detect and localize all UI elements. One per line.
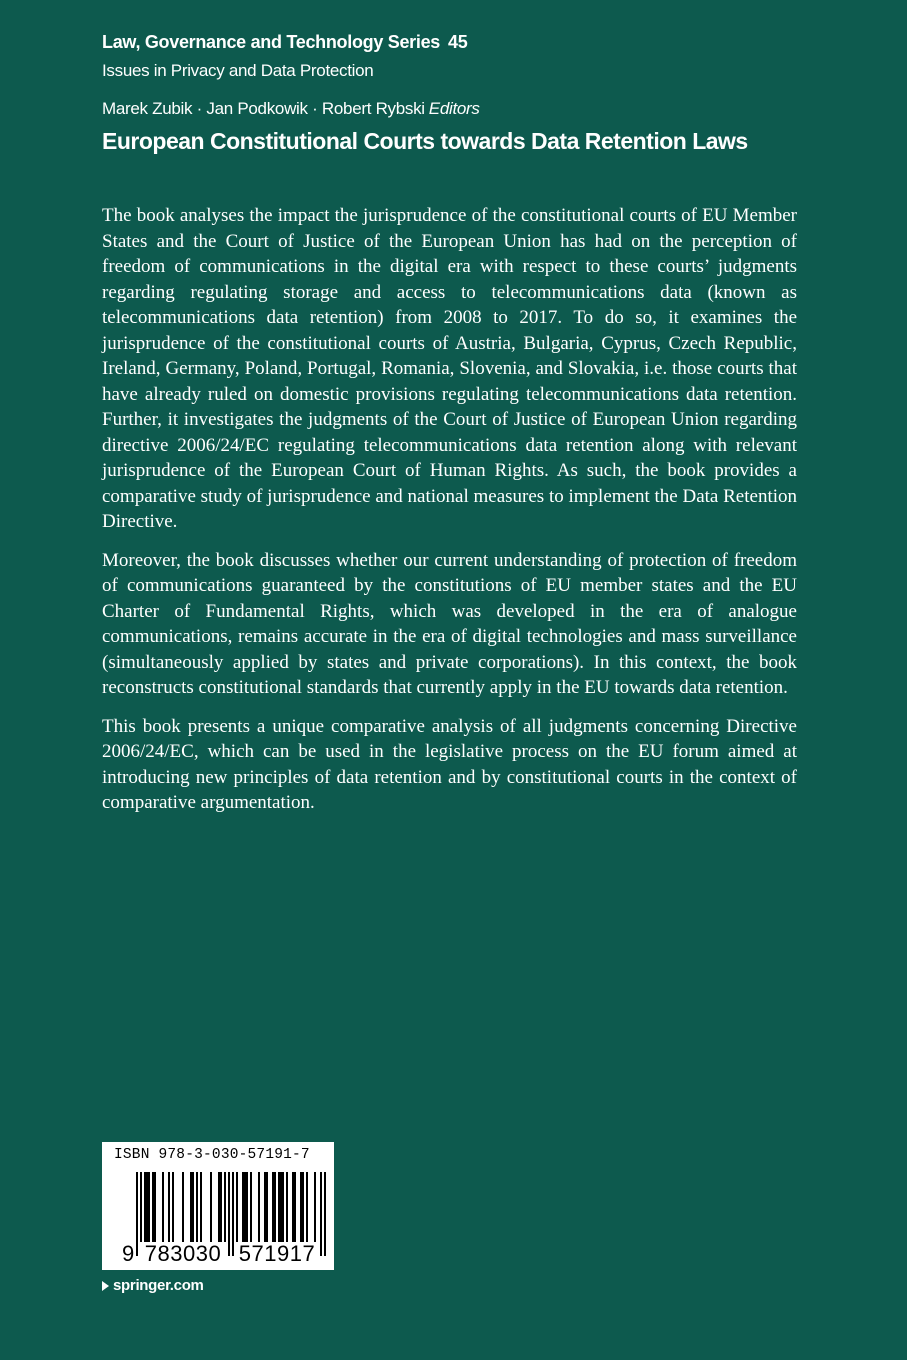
barcode-bar — [154, 1172, 156, 1244]
barcode-bar — [136, 1172, 138, 1256]
barcode-digit-group-b: 571917 — [234, 1242, 320, 1266]
back-cover-blurb — [102, 203, 797, 829]
barcode-bar — [172, 1172, 174, 1244]
editors-role: Editors — [428, 99, 480, 118]
barcode-bar — [272, 1172, 274, 1244]
barcode-bar — [224, 1172, 226, 1244]
barcode-bar — [152, 1172, 154, 1244]
barcode-digit-group-a: 783030 — [140, 1242, 226, 1266]
blurb-paragraph-3: This book presents a unique comparative analysis of all judgments concerning Directive 2006/24/EC, which can be used in the legislative process on the EU forum aimed at introducing new principles of data retention and by constitutional courts in the context of comparative argumentation. — [102, 715, 797, 813]
barcode-bar — [146, 1172, 148, 1244]
isbn-barcode — [102, 1142, 334, 1270]
barcode-bar — [280, 1172, 282, 1244]
barcode-bar — [264, 1172, 266, 1244]
barcode-bar — [162, 1172, 164, 1244]
barcode-bar — [210, 1172, 212, 1244]
editor-names: Marek Zubik · Jan Podkowik · Robert Rybski — [102, 99, 425, 118]
barcode-bar — [282, 1172, 284, 1244]
barcode-bar — [244, 1172, 246, 1244]
series-title — [102, 28, 467, 56]
publisher-link[interactable] — [102, 1275, 204, 1297]
triangle-arrow-icon — [102, 1281, 109, 1291]
barcode-bar — [218, 1172, 220, 1244]
barcode-digit-first: 9 — [122, 1241, 135, 1266]
barcode-bar — [306, 1172, 308, 1244]
barcode-bar — [200, 1172, 202, 1244]
series-name: Law, Governance and Technology Series — [102, 32, 441, 52]
barcode-bar — [258, 1172, 260, 1244]
barcode-bar — [292, 1172, 294, 1244]
book-title: European Constitutional Courts towards Data Retention Laws — [102, 128, 748, 154]
barcode-bar — [168, 1172, 170, 1244]
barcode-bar — [324, 1172, 326, 1256]
barcode-bar — [196, 1172, 198, 1244]
blurb-paragraph-1: The book analyses the impact the jurisprudence of the constitutional courts of EU Member States and the Court of Justice of the European Union has had on the perception of freedom of communications in the digital era with respect to these courts’ judgments regarding regulating storage and access to telecommunications data (known as telecommunications data retention) from 2008 to 2017. To do so, it examines the jurisprudence of the constitutional courts of Austria, Bulgaria, Cyprus, Czech Republic, Ireland, Germany, Poland, Portugal, Romania, Slovenia, and Slovakia, i.e. those courts that have already ruled on domestic provisions regulating telecommunications data retention. Further, it investigates the judgments of the Court of Justice of European Union regarding directive 2006/24/EC regulating telecommunications data retention along with relevant jurisprudence of the European Court of Human Rights. As such, the book provides a comparative study of jurisprudence and national measures to implement the Data Retention Directive. — [102, 205, 797, 532]
barcode-bar — [228, 1172, 230, 1256]
barcode-bar — [242, 1172, 244, 1244]
barcode-bar — [236, 1172, 238, 1244]
barcode-bar — [286, 1172, 288, 1244]
barcode-bar — [294, 1172, 296, 1244]
barcode-bar — [190, 1172, 192, 1244]
barcode-bar — [266, 1172, 268, 1244]
barcode-bar — [182, 1172, 184, 1244]
editors-line — [102, 96, 480, 122]
barcode-bar — [278, 1172, 280, 1244]
blurb-paragraph-2: Moreover, the book discusses whether our current understanding of protection of freedom of communications guaranteed by the constitutions of EU member states and the EU Charter of Fundamental Rights, which was developed in the era of analogue communications, remains accurate in the era of digital technologies and mass surveillance (simultaneously applied by states and private corporations). In this context, the book reconstructs constitutional standards that currently apply in the EU towards data retention. — [102, 549, 797, 698]
isbn-label: ISBN 978-3-030-57191-7 — [114, 1147, 310, 1163]
barcode-bar — [320, 1172, 322, 1256]
barcode-bar — [192, 1172, 194, 1244]
barcode-bar — [144, 1172, 146, 1244]
barcode-bar — [148, 1172, 150, 1244]
barcode-bar — [300, 1172, 302, 1244]
subseries-title: Issues in Privacy and Data Protection — [102, 61, 374, 80]
publisher-link-text: springer.com — [113, 1277, 204, 1294]
barcode-bar — [274, 1172, 276, 1244]
barcode-bar — [246, 1172, 248, 1244]
barcode-bar — [250, 1172, 252, 1244]
barcode-bar — [220, 1172, 222, 1244]
series-number: 45 — [448, 32, 468, 52]
barcode-bar — [302, 1172, 304, 1244]
barcode-bar — [314, 1172, 316, 1244]
